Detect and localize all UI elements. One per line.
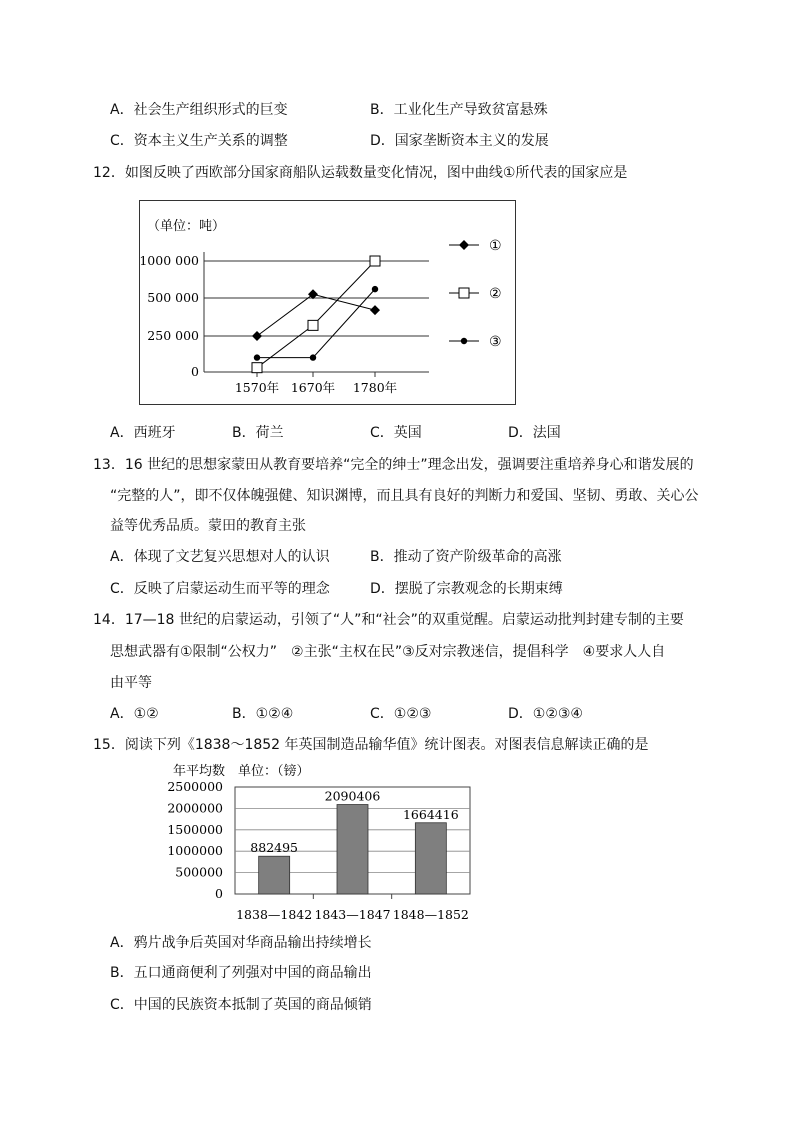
q12-option-a: A．西班牙: [110, 425, 176, 441]
q12-option-d: D．法国: [508, 425, 561, 441]
y-tick-label: 500000: [175, 864, 223, 880]
data-point-square: [370, 256, 380, 266]
q12-option-b: B．荷兰: [232, 425, 284, 441]
q14-stem-line1: 14．17—18 世纪的启蒙运动，引领了“人”和“社会”的双重觉醒。启蒙运动批判封建专制的主要: [93, 612, 684, 628]
data-point-square: [308, 320, 318, 330]
y-tick-label: 0: [191, 364, 199, 379]
q11-option-d: D．国家垄断资本主义的发展: [370, 133, 549, 149]
y-tick-label: 1000000: [167, 843, 223, 859]
legend-label-2: ②: [489, 286, 502, 302]
q15-option-c: C．中国的民族资本抵制了英国的商品倾销: [110, 997, 372, 1013]
q14-option-a: A．①②: [110, 706, 159, 722]
q12-line-chart: [139, 200, 517, 406]
y-tick-label: 1500000: [167, 821, 223, 837]
legend-label-3: ③: [489, 334, 502, 350]
q15-option-a: A．鸦片战争后英国对华商品输出持续增长: [110, 935, 372, 951]
q13-option-c: C．反映了启蒙运动生而平等的理念: [110, 581, 330, 597]
data-point-dot: [372, 286, 378, 292]
y-tick-label: 2500000: [167, 779, 223, 794]
data-point-dot: [310, 354, 316, 360]
q11-option-b: B．工业化生产导致贫富悬殊: [370, 102, 548, 118]
q12-option-c: C．英国: [370, 425, 422, 441]
q13-option-a: A．体现了文艺复兴思想对人的认识: [110, 549, 330, 565]
q11-option-c: C．资本主义生产关系的调整: [110, 133, 288, 149]
y-tick-label: 500 000: [147, 290, 199, 305]
x-tick-label: 1670年: [290, 380, 336, 395]
q11-option-a: A．社会生产组织形式的巨变: [110, 102, 288, 118]
y-tick-label: 0: [215, 886, 223, 901]
q12-stem: 12．如图反映了西欧部分国家商船队运载数量变化情况，图中曲线①所代表的国家应是: [93, 165, 628, 181]
q15-stem: 15．阅读下列《1838～1852 年英国制造品输华值》统计图表。对图表信息解读正确的是: [93, 737, 649, 753]
q13-stem-line3: 益等优秀品质。蒙田的教育主张: [110, 518, 306, 534]
q14-option-c: C．①②③: [370, 706, 432, 722]
q15-option-b: B．五口通商便利了列强对中国的商品输出: [110, 965, 372, 981]
x-tick-label: 1843—1847: [314, 907, 391, 922]
q13-stem-line2: “完整的人”，即不仅体魄强健、知识渊博，而且具有良好的判断力和爱国、坚韧、勇敢、关心公: [110, 488, 699, 504]
q13-option-d: D．摆脱了宗教观念的长期束缚: [370, 581, 563, 597]
chart-ylabel: 年平均数 单位：（镑）: [173, 764, 310, 779]
x-tick-label: 1838—1842: [236, 907, 313, 922]
x-tick-label: 1570年: [234, 380, 280, 395]
q15-bar-chart: [165, 758, 485, 924]
data-point-square: [252, 363, 262, 373]
bar-value-label: 1664416: [402, 806, 459, 822]
q14-stem-line3: 由平等: [110, 675, 152, 691]
x-tick-label: 1848—1852: [392, 907, 469, 922]
bar: [259, 856, 290, 894]
bar-value-label: 882495: [250, 840, 299, 856]
q14-stem-line2: 思想武器有①限制“公权力” ②主张“主权在民”③反对宗教迷信，提倡科学 ④要求人人自: [110, 644, 666, 660]
data-point-square: [459, 288, 469, 298]
data-point-dot: [254, 354, 260, 360]
data-point-dot: [461, 338, 467, 344]
bar: [337, 805, 368, 894]
y-tick-label: 1000 000: [139, 253, 199, 268]
legend-label-1: ①: [489, 238, 502, 254]
x-tick-label: 1780年: [352, 380, 398, 395]
q14-option-b: B．①②④: [232, 706, 294, 722]
bar: [415, 823, 446, 894]
q14-option-d: D．①②③④: [508, 706, 583, 722]
chart-unit-label: （单位：吨）: [147, 219, 226, 234]
bar-value-label: 2090406: [324, 788, 381, 804]
q13-stem-line1: 13．16 世纪的思想家蒙田从教育要培养“完全的绅士”理念出发，强调要注重培养身心和谐发展的: [93, 457, 694, 473]
y-tick-label: 250 000: [147, 328, 199, 343]
y-tick-label: 2000000: [167, 800, 223, 816]
q13-option-b: B．推动了资产阶级革命的高涨: [370, 549, 562, 565]
